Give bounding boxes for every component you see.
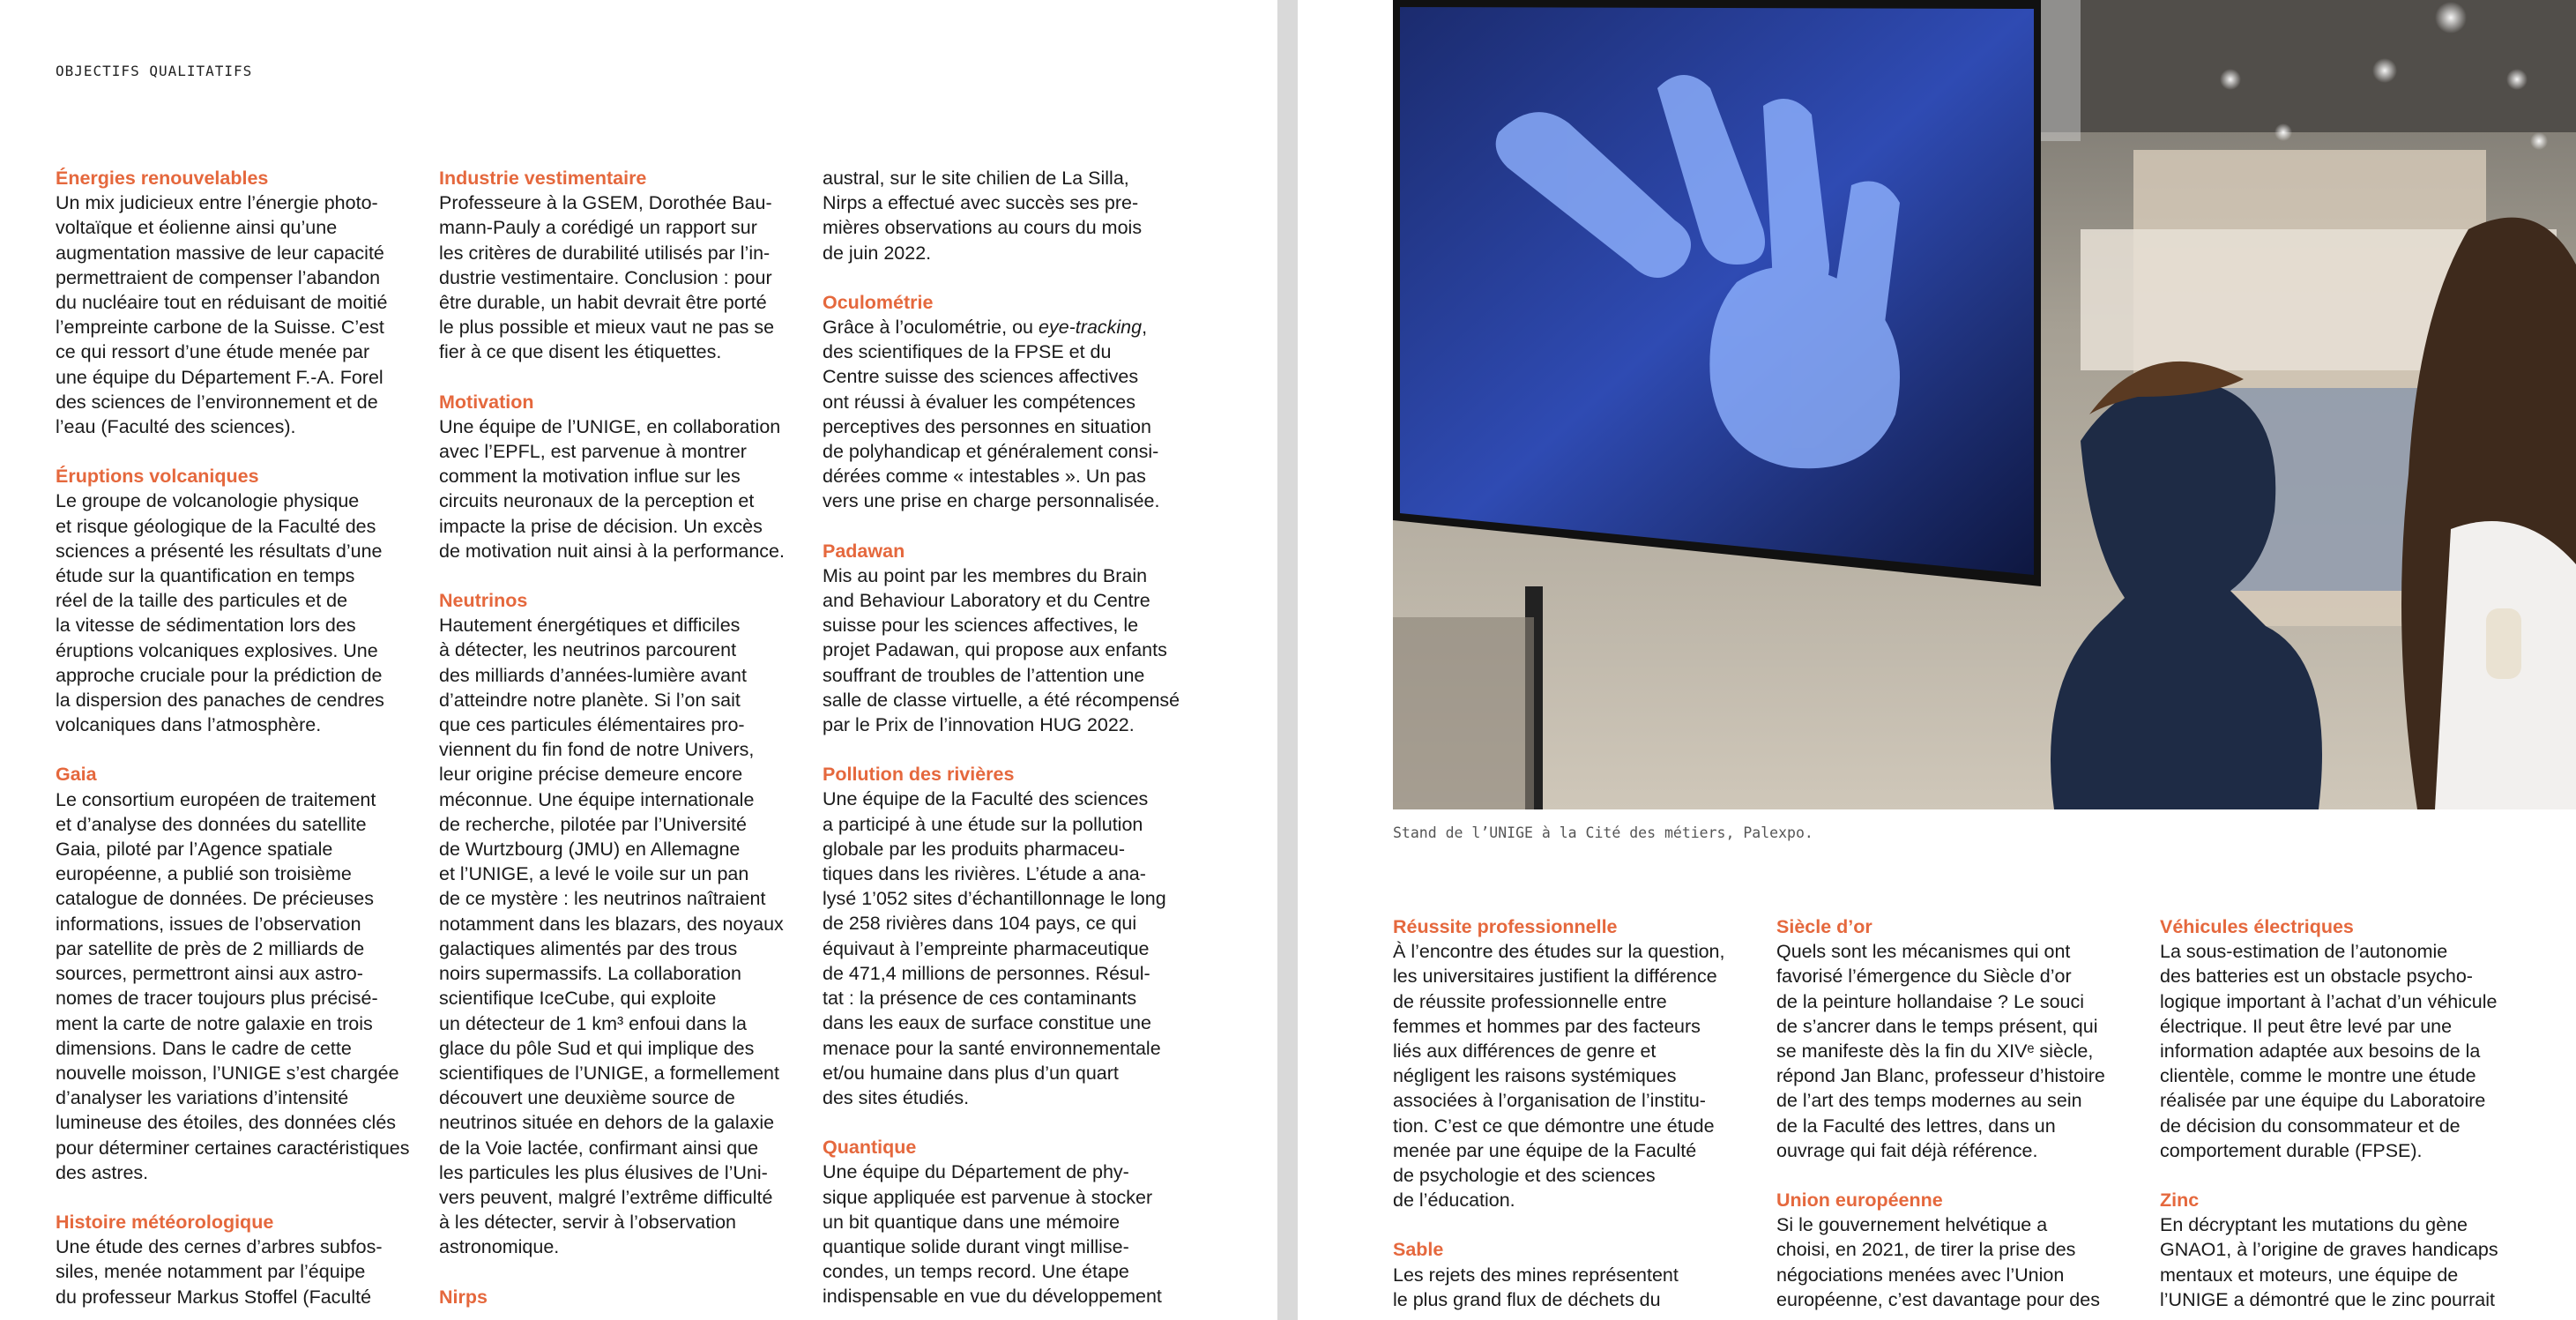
entry-body: Une équipe de l’UNIGE, en collaboration avec l’EPFL, est parvenue à montrer comment la motivation influe sur les circuits neuronaux de la perception et impacte la prise de décision. Un excès de motivation nuit ainsi à la performance.: [439, 415, 785, 562]
entry-title: Union européenne: [1776, 1189, 1943, 1212]
entry-title: Éruptions volcaniques: [56, 466, 259, 488]
right-column-1: [1393, 914, 1763, 1320]
entry-title: Nirps: [439, 1286, 488, 1308]
article-entry: [1776, 914, 2147, 1163]
entry-title: Zinc: [2160, 1189, 2200, 1212]
entry-body: La sous-estimation de l’autonomie des batteries est un obstacle psycho- logique important à l’achat d’un véhicule électrique. Il peut être levé par une information adaptée aux besoins de la clientèle, comme le montre une étude réalisée par une équipe du Laboratoire de décision du consommateur et de comportement durable (FPSE).: [2160, 941, 2498, 1161]
article-entry: [56, 762, 426, 1184]
right-column-3: [2160, 914, 2530, 1320]
entry-body: Un mix judicieux entre l’énergie photo- voltaïque et éolienne ainsi qu’une augmentation massive de leur capacité permettraient de compenser l’abandon du nucléaire tout en réduisant de moitié l’empreinte carbone de la Suisse. C’est ce qui ressort d’une étude menée par une équipe du Département F.-A. Forel des sciences de l’environnement et de l’eau (Faculté des sciences).: [56, 192, 388, 438]
entry-title: Quantique: [823, 1137, 917, 1159]
article-entry: [1393, 914, 1763, 1212]
entry-title: Padawan: [823, 540, 905, 562]
left-column-3: [823, 166, 1193, 1320]
entry-body: austral, sur le site chilien de La Silla, Nirps a effectué avec succès ses pre- mières observations au cours du mois de juin 2022.: [823, 168, 1143, 264]
entry-title: Siècle d’or: [1776, 916, 1872, 937]
entry-title: Énergies renouvelables: [56, 168, 269, 189]
article-entry: [1776, 1188, 2147, 1312]
entry-title: Oculométrie: [823, 291, 934, 313]
entry-title: Sable: [1393, 1239, 1444, 1261]
entry-body: Mis au point par les membres du Brain and Behaviour Laboratory et du Centre suisse pour les sciences affectives, le projet Padawan, qui propose aux enfants souffrant de troubles de l’attention une salle de classe virtuelle, a été récompensé par le Prix de l’innovation HUG 2022.: [823, 564, 1180, 736]
entry-body: Hautement énergétiques et difficiles à détecter, les neutrinos parcourent des milliards d’années-lumière avant d’atteindre notre planète. Si l’on sait que ces particules élémentaires pro- viennent du fin fond de notre Univers, leur origine précise demeure encore méconnue. Une équipe internationale de recherche, pilotée par l’Université de Wurtzbourg (JMU) en Allemagne et l’UNIGE, a levé le voile sur un pan de ce mystère : les neutrinos naîtraient notamment dans les blazars, des noyaux galactiques alimentés par des trous noirs supermassifs. La collaboration scientifique IceCube, qui exploite un détecteur de 1 km³ enfoui dans la glace du pôle Sud et qui implique des scientifiques de l’UNIGE, a formellement découvert une deuxième source de neutrinos située en dehors de la galaxie de la Voie lactée, confirmant ainsi que les particules les plus élusives de l’Uni- vers peuvent, malgré l’extrême difficulté à les détecter, servir à l’observation astronomique.: [439, 615, 784, 1258]
article-entry: [439, 166, 809, 365]
entry-title: Pollution des rivières: [823, 764, 1015, 786]
article-entry: [439, 588, 809, 1259]
article-entry: [823, 539, 1193, 738]
exhibition-photo: [1393, 0, 2576, 809]
article-entry: [823, 1135, 1193, 1309]
entry-title: Gaia: [56, 764, 97, 786]
article-entry: [2160, 1188, 2530, 1312]
entry-body: Professeure à la GSEM, Dorothée Bau- mann-Pauly a corédigé un rapport sur les critères de durabilité utilisés par l’in- dustrie vestimentaire. Conclusion : pour être durable, un habit devrait être porté le plus possible et mieux vaut ne pas se fier à ce que disent les étiquettes.: [439, 192, 775, 363]
article-entry: [56, 464, 426, 737]
entry-title: Réussite professionnelle: [1393, 916, 1618, 937]
article-entry: [823, 166, 1193, 265]
entry-body: Le groupe de volcanologie physique et risque géologique de la Faculté des sciences a présenté les résultats d’une étude sur la quantification en temps réel de la taille des particules et de la vitesse de sédimentation lors des éruptions volcaniques explosives. Une approche cruciale pour la prédiction de la dispersion des panaches de cendres volcaniques dans l’atmosphère.: [56, 490, 384, 736]
entry-body: Une équipe de la Faculté des sciences a participé à une étude sur la pollution globale par les produits pharmaceu- tiques dans les rivières. L’étude a ana- lysé 1’052 sites d’échantillonnage le long de 258 rivières dans 104 pays, ce qui équivaut à l’empreinte pharmaceutique de 471,4 millions de personnes. Résul- tat : la présence de ces contaminants dans les eaux de surface constitue une menace pour la santé environnementale et/ou humaine dans plus d’un quart des sites étudiés.: [823, 788, 1166, 1108]
photo-caption: Stand de l’UNIGE à la Cité des métiers, Palexpo.: [1393, 824, 1813, 841]
article-entry: [1393, 1237, 1763, 1312]
entry-body: Le consortium européen de traitement et d’analyse des données du satellite Gaia, piloté par l’Agence spatiale européenne, a publié son troisième catalogue de données. De précieuses informations, issues de l’observation par satellite de près de 2 milliards de sources, permettront ainsi aux astro- nomes de tracer toujours plus précisé- ment la carte de notre galaxie en trois dimensions. Dans le cadre de cette nouvelle moisson, l’UNIGE s’est chargée d’analyser les variations d’intensité lumineuse des étoiles, des données clés pour déterminer certaines caractéristiques des astres.: [56, 788, 410, 1183]
right-column-2: [1776, 914, 2147, 1320]
entry-title: Motivation: [439, 391, 534, 413]
article-entry: [823, 290, 1193, 514]
article-entry: [439, 1285, 809, 1309]
entry-body: À l’encontre des études sur la question, les universitaires justifient la différence de réussite professionnelle entre femmes et hommes par des facteurs liés aux différences de genre et négligent les raisons systémiques associées à l’organisation de l’institu- tion. C’est ce que démontre une étude menée par une équipe de la Faculté de psychologie et des sciences de l’éducation.: [1393, 941, 1725, 1212]
left-column-2: [439, 166, 809, 1320]
entry-title: Industrie vestimentaire: [439, 168, 647, 189]
article-entry: [56, 166, 426, 439]
right-page: [1298, 0, 2576, 1320]
section-label: OBJECTIFS QUALITATIFS: [56, 63, 253, 79]
entry-body: Quels sont les mécanismes qui ont favorisé l’émergence du Siècle d’or de la peinture hollandaise ? Le souci de s’ancrer dans le temps présent, qui se manifeste dès la fin du XIVᵉ siècle, répond Jan Blanc, professeur d’histoire de l’art des temps modernes au sein de la Faculté des lettres, dans un ouvrage qui fait déjà référence.: [1776, 941, 2105, 1161]
left-page: [0, 0, 1277, 1320]
article-entry: [2160, 914, 2530, 1163]
entry-title: Histoire météorologique: [56, 1211, 274, 1233]
entry-body: Grâce à l’oculométrie, ou eye-tracking, des scientifiques de la FPSE et du Centre suisse des sciences affectives ont réussi à évaluer les compétences perceptives des personnes en situation de polyhandicap et généralement consi- dérées comme « intestables ». Un pas vers une prise en charge personnalisée.: [823, 317, 1160, 512]
entry-body: Si le gouvernement helvétique a choisi, en 2021, de tirer la prise des négociations menées avec l’Union européenne, c’est davantage pour des: [1776, 1214, 2100, 1310]
entry-title: Véhicules électriques: [2160, 916, 2354, 937]
entry-title: Neutrinos: [439, 590, 528, 612]
article-entry: [823, 762, 1193, 1110]
entry-body: Une étude des cernes d’arbres subfos- siles, menée notamment par l’équipe du professeur Markus Stoffel (Faculté: [56, 1236, 383, 1308]
left-column-1: [56, 166, 426, 1320]
article-entry: [439, 390, 809, 563]
entry-body: Une équipe du Département de phy- sique appliquée est parvenue à stocker un bit quantique dans une mémoire quantique solide durant vingt millise- condes, un temps record. Une étape indispensable en vue du développement: [823, 1161, 1162, 1308]
article-entry: [56, 1210, 426, 1309]
entry-body: En décryptant les mutations du gène GNAO1, à l’origine de graves handicaps mentaux et moteurs, une équipe de l’UNIGE a démontré que le zinc pourrait: [2160, 1214, 2498, 1310]
entry-body: Les rejets des mines représentent le plus grand flux de déchets du: [1393, 1264, 1679, 1310]
